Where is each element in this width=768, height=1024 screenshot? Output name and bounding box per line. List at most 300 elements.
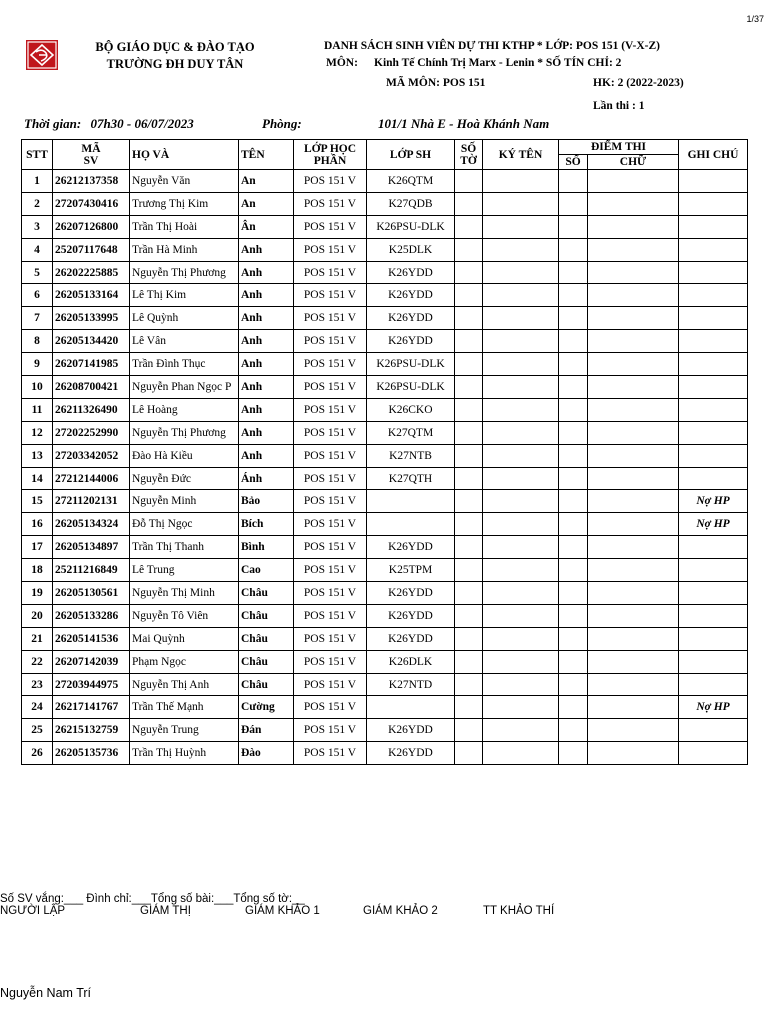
cell-ma-sv: 26217141767 <box>53 696 130 719</box>
cell-lop-hoc-phan: POS 151 V <box>294 490 367 513</box>
cell-lop-sh: K26YDD <box>367 719 455 742</box>
cell-diem-chu <box>588 238 679 261</box>
cell-ho-va: Trương Thị Kim <box>130 192 239 215</box>
cell-diem-chu <box>588 559 679 582</box>
cell-lop-sh: K26PSU-DLK <box>367 353 455 376</box>
cell-lop-sh <box>367 513 455 536</box>
cell-ky-ten <box>483 673 559 696</box>
cell-diem-so <box>559 444 588 467</box>
cell-ky-ten <box>483 238 559 261</box>
cell-ghi-chu <box>679 627 748 650</box>
course-code: MÃ MÔN: POS 151 <box>386 77 486 89</box>
cell-ma-sv: 26205141536 <box>53 627 130 650</box>
cell-diem-so <box>559 559 588 582</box>
cell-lop-sh: K26YDD <box>367 284 455 307</box>
cell-ten: Ánh <box>239 467 294 490</box>
cell-ky-ten <box>483 170 559 193</box>
cell-ky-ten <box>483 398 559 421</box>
cell-ho-va: Nguyễn Tô Viên <box>130 604 239 627</box>
table-row <box>22 192 748 215</box>
cell-ho-va: Nguyễn Thị Phương <box>130 261 239 284</box>
cell-ghi-chu <box>679 261 748 284</box>
signature-giam-thi: GIÁM THỊ <box>140 905 191 917</box>
cell-ho-va: Nguyễn Minh <box>130 490 239 513</box>
semester: HK: 2 (2022-2023) <box>593 77 684 89</box>
cell-stt: 21 <box>22 627 53 650</box>
cell-diem-so <box>559 353 588 376</box>
cell-ma-sv: 26207141985 <box>53 353 130 376</box>
cell-diem-so <box>559 192 588 215</box>
cell-diem-so <box>559 513 588 536</box>
cell-so-to <box>455 330 483 353</box>
subject-label: MÔN: <box>326 57 358 69</box>
cell-lop-hoc-phan: POS 151 V <box>294 284 367 307</box>
table-row <box>22 170 748 193</box>
cell-ky-ten <box>483 330 559 353</box>
cell-ten: Đán <box>239 719 294 742</box>
table-row <box>22 627 748 650</box>
cell-diem-chu <box>588 330 679 353</box>
cell-ho-va: Phạm Ngọc <box>130 650 239 673</box>
cell-diem-so <box>559 376 588 399</box>
cell-so-to <box>455 696 483 719</box>
cell-diem-so <box>559 261 588 284</box>
exam-attempt: Lần thi : 1 <box>593 100 645 112</box>
table-row <box>22 536 748 559</box>
header-so-to-line1: SỐ <box>460 142 477 155</box>
exam-summary: Số SV vắng:___ Đình chỉ:___Tổng số bài:___Tổng số tờ:__ <box>0 893 305 905</box>
cell-ma-sv: 26205134420 <box>53 330 130 353</box>
cell-ho-va: Nguyễn Phan Ngọc P <box>130 376 239 399</box>
table-row <box>22 582 748 605</box>
cell-lop-hoc-phan: POS 151 V <box>294 559 367 582</box>
cell-ho-va: Lê Quỳnh <box>130 307 239 330</box>
cell-ma-sv: 27207430416 <box>53 192 130 215</box>
cell-ten: Châu <box>239 673 294 696</box>
cell-diem-so <box>559 582 588 605</box>
cell-lop-sh: K27NTB <box>367 444 455 467</box>
cell-lop-hoc-phan: POS 151 V <box>294 582 367 605</box>
cell-ten: Châu <box>239 650 294 673</box>
cell-lop-sh <box>367 490 455 513</box>
cell-lop-sh: K26YDD <box>367 627 455 650</box>
table-row <box>22 353 748 376</box>
cell-ma-sv: 27212144006 <box>53 467 130 490</box>
cell-so-to <box>455 467 483 490</box>
school-name: TRƯỜNG ĐH DUY TÂN <box>106 57 244 71</box>
cell-lop-sh: K26CKO <box>367 398 455 421</box>
cell-so-to <box>455 421 483 444</box>
cell-diem-chu <box>588 444 679 467</box>
cell-stt: 20 <box>22 604 53 627</box>
cell-stt: 2 <box>22 192 53 215</box>
cell-ghi-chu <box>679 559 748 582</box>
cell-ma-sv: 26207126800 <box>53 215 130 238</box>
cell-ten: An <box>239 192 294 215</box>
table-row <box>22 444 748 467</box>
cell-ten: Bảo <box>239 490 294 513</box>
table-row <box>22 719 748 742</box>
cell-ky-ten <box>483 192 559 215</box>
cell-diem-chu <box>588 215 679 238</box>
cell-diem-so <box>559 673 588 696</box>
room-value: 101/1 Nhà E - Hoà Khánh Nam <box>378 116 550 131</box>
cell-diem-chu <box>588 742 679 765</box>
exam-info-row <box>24 116 194 132</box>
cell-ky-ten <box>483 582 559 605</box>
cell-ten: Anh <box>239 284 294 307</box>
cell-diem-so <box>559 536 588 559</box>
cell-ho-va: Lê Hoàng <box>130 398 239 421</box>
cell-ho-va: Trần Đình Thục <box>130 353 239 376</box>
cell-stt: 16 <box>22 513 53 536</box>
cell-stt: 9 <box>22 353 53 376</box>
cell-diem-so <box>559 650 588 673</box>
cell-stt: 23 <box>22 673 53 696</box>
school-logo <box>26 40 58 70</box>
cell-ten: Ân <box>239 215 294 238</box>
cell-ghi-chu <box>679 170 748 193</box>
cell-ma-sv: 26205133995 <box>53 307 130 330</box>
cell-stt: 8 <box>22 330 53 353</box>
table-row <box>22 513 748 536</box>
cell-diem-chu <box>588 261 679 284</box>
cell-lop-sh: K27QTM <box>367 421 455 444</box>
cell-lop-sh: K26YDD <box>367 604 455 627</box>
cell-lop-sh: K26YDD <box>367 307 455 330</box>
cell-lop-sh: K26YDD <box>367 742 455 765</box>
cell-ky-ten <box>483 261 559 284</box>
cell-stt: 22 <box>22 650 53 673</box>
cell-diem-so <box>559 238 588 261</box>
cell-diem-chu <box>588 582 679 605</box>
cell-so-to <box>455 376 483 399</box>
cell-lop-sh: K26YDD <box>367 330 455 353</box>
cell-ky-ten <box>483 742 559 765</box>
cell-lop-hoc-phan: POS 151 V <box>294 307 367 330</box>
cell-stt: 15 <box>22 490 53 513</box>
cell-lop-hoc-phan: POS 151 V <box>294 627 367 650</box>
cell-diem-so <box>559 490 588 513</box>
cell-ho-va: Trần Thị Hoài <box>130 215 239 238</box>
cell-lop-hoc-phan: POS 151 V <box>294 650 367 673</box>
cell-lop-sh: K26YDD <box>367 261 455 284</box>
cell-lop-hoc-phan: POS 151 V <box>294 330 367 353</box>
cell-ghi-chu <box>679 467 748 490</box>
student-list-table <box>21 139 748 765</box>
cell-ma-sv: 26207142039 <box>53 650 130 673</box>
cell-ten: Đào <box>239 742 294 765</box>
list-title: DANH SÁCH SINH VIÊN DỰ THI KTHP * LỚP: POS 151 (V-X-Z) <box>324 40 660 52</box>
cell-ma-sv: 26205133164 <box>53 284 130 307</box>
cell-ho-va: Nguyễn Văn <box>130 170 239 193</box>
cell-stt: 5 <box>22 261 53 284</box>
table-row <box>22 376 748 399</box>
cell-ma-sv: 26205135736 <box>53 742 130 765</box>
cell-ten: Châu <box>239 627 294 650</box>
cell-lop-hoc-phan: POS 151 V <box>294 215 367 238</box>
cell-stt: 1 <box>22 170 53 193</box>
cell-diem-chu <box>588 376 679 399</box>
cell-diem-chu <box>588 604 679 627</box>
cell-lop-sh: K25DLK <box>367 238 455 261</box>
cell-so-to <box>455 170 483 193</box>
cell-lop-sh: K26QTM <box>367 170 455 193</box>
cell-ho-va: Trần Thị Thanh <box>130 536 239 559</box>
cell-ho-va: Nguyễn Đức <box>130 467 239 490</box>
header-so-to <box>455 140 483 170</box>
cell-ghi-chu <box>679 192 748 215</box>
cell-stt: 13 <box>22 444 53 467</box>
table-row <box>22 742 748 765</box>
cell-ho-va: Lê Trung <box>130 559 239 582</box>
cell-diem-chu <box>588 307 679 330</box>
cell-lop-sh: K27NTD <box>367 673 455 696</box>
cell-so-to <box>455 742 483 765</box>
cell-ho-va: Trần Thế Mạnh <box>130 696 239 719</box>
cell-diem-so <box>559 215 588 238</box>
cell-ma-sv: 27203944975 <box>53 673 130 696</box>
cell-lop-sh: K26YDD <box>367 536 455 559</box>
cell-diem-chu <box>588 284 679 307</box>
cell-ky-ten <box>483 513 559 536</box>
cell-lop-hoc-phan: POS 151 V <box>294 673 367 696</box>
cell-ky-ten <box>483 490 559 513</box>
table-row <box>22 467 748 490</box>
cell-diem-so <box>559 742 588 765</box>
cell-lop-hoc-phan: POS 151 V <box>294 604 367 627</box>
cell-diem-chu <box>588 696 679 719</box>
signature-giam-khao-1: GIÁM KHẢO 1 <box>245 905 320 917</box>
cell-lop-hoc-phan: POS 151 V <box>294 719 367 742</box>
cell-lop-sh <box>367 696 455 719</box>
cell-ten: Anh <box>239 444 294 467</box>
cell-ho-va: Đỗ Thị Ngọc <box>130 513 239 536</box>
cell-ma-sv: 25207117648 <box>53 238 130 261</box>
cell-ky-ten <box>483 284 559 307</box>
cell-so-to <box>455 719 483 742</box>
cell-stt: 11 <box>22 398 53 421</box>
cell-ten: Bích <box>239 513 294 536</box>
header-stt: STT <box>22 140 53 170</box>
cell-diem-chu <box>588 719 679 742</box>
cell-ky-ten <box>483 604 559 627</box>
cell-ma-sv: 27202252990 <box>53 421 130 444</box>
cell-so-to <box>455 490 483 513</box>
cell-ho-va: Trần Hà Minh <box>130 238 239 261</box>
header-ma-sv-line2: SV <box>83 154 99 167</box>
cell-so-to <box>455 444 483 467</box>
cell-so-to <box>455 604 483 627</box>
table-row <box>22 261 748 284</box>
cell-diem-so <box>559 421 588 444</box>
signature-nguoi-lap: NGƯỜI LẬP <box>0 905 66 917</box>
cell-stt: 4 <box>22 238 53 261</box>
cell-diem-so <box>559 330 588 353</box>
cell-so-to <box>455 650 483 673</box>
cell-so-to <box>455 673 483 696</box>
cell-ho-va: Lê Thị Kim <box>130 284 239 307</box>
cell-ghi-chu <box>679 330 748 353</box>
header-ho-va: HỌ VÀ <box>130 140 239 170</box>
time-value: 07h30 - 06/07/2023 <box>90 116 194 131</box>
cell-ghi-chu <box>679 604 748 627</box>
cell-diem-chu <box>588 353 679 376</box>
table-row <box>22 490 748 513</box>
preparer-name: Nguyễn Nam Trí <box>0 986 92 1000</box>
table-row <box>22 398 748 421</box>
cell-ghi-chu <box>679 376 748 399</box>
cell-ghi-chu <box>679 536 748 559</box>
cell-ghi-chu <box>679 719 748 742</box>
cell-ten: Bình <box>239 536 294 559</box>
cell-so-to <box>455 582 483 605</box>
cell-lop-hoc-phan: POS 151 V <box>294 467 367 490</box>
cell-so-to <box>455 284 483 307</box>
cell-diem-chu <box>588 627 679 650</box>
cell-ghi-chu: Nợ HP <box>679 696 748 719</box>
cell-lop-hoc-phan: POS 151 V <box>294 398 367 421</box>
cell-ghi-chu <box>679 307 748 330</box>
cell-ten: Anh <box>239 330 294 353</box>
cell-so-to <box>455 307 483 330</box>
cell-ten: Anh <box>239 398 294 421</box>
table-row <box>22 284 748 307</box>
cell-ho-va: Lê Vân <box>130 330 239 353</box>
cell-stt: 10 <box>22 376 53 399</box>
cell-stt: 12 <box>22 421 53 444</box>
header-so-to-line2: TỜ <box>460 154 477 167</box>
cell-so-to <box>455 559 483 582</box>
cell-ma-sv: 26202225885 <box>53 261 130 284</box>
cell-stt: 26 <box>22 742 53 765</box>
cell-ma-sv: 26208700421 <box>53 376 130 399</box>
cell-ten: Anh <box>239 261 294 284</box>
cell-stt: 17 <box>22 536 53 559</box>
cell-ho-va: Nguyễn Thị Minh <box>130 582 239 605</box>
cell-stt: 3 <box>22 215 53 238</box>
cell-ten: Cường <box>239 696 294 719</box>
cell-so-to <box>455 353 483 376</box>
cell-ho-va: Nguyễn Thị Anh <box>130 673 239 696</box>
cell-stt: 14 <box>22 467 53 490</box>
cell-ma-sv: 27203342052 <box>53 444 130 467</box>
cell-so-to <box>455 627 483 650</box>
cell-ten: Anh <box>239 307 294 330</box>
cell-ten: Anh <box>239 238 294 261</box>
cell-ky-ten <box>483 215 559 238</box>
table-row <box>22 696 748 719</box>
table-row <box>22 673 748 696</box>
cell-ho-va: Mai Quỳnh <box>130 627 239 650</box>
cell-ma-sv: 26205134324 <box>53 513 130 536</box>
header-ma-sv-line1: MÃ <box>81 142 101 155</box>
cell-ho-va: Nguyễn Trung <box>130 719 239 742</box>
cell-lop-hoc-phan: POS 151 V <box>294 696 367 719</box>
table-row <box>22 330 748 353</box>
cell-diem-so <box>559 307 588 330</box>
cell-so-to <box>455 192 483 215</box>
cell-lop-sh: K27QTH <box>367 467 455 490</box>
cell-ky-ten <box>483 353 559 376</box>
table-row <box>22 604 748 627</box>
cell-ky-ten <box>483 421 559 444</box>
table-row <box>22 307 748 330</box>
cell-lop-sh: K25TPM <box>367 559 455 582</box>
cell-diem-so <box>559 398 588 421</box>
cell-ten: Châu <box>239 582 294 605</box>
ministry-name: BỘ GIÁO DỤC & ĐÀO TẠO <box>95 40 255 54</box>
cell-lop-hoc-phan: POS 151 V <box>294 238 367 261</box>
cell-ho-va: Trần Thị Huỳnh <box>130 742 239 765</box>
cell-ghi-chu <box>679 238 748 261</box>
cell-ghi-chu <box>679 650 748 673</box>
cell-ky-ten <box>483 536 559 559</box>
cell-diem-chu <box>588 673 679 696</box>
cell-ky-ten <box>483 627 559 650</box>
cell-ho-va: Đào Hà Kiều <box>130 444 239 467</box>
cell-ten: Cao <box>239 559 294 582</box>
cell-ma-sv: 26211326490 <box>53 398 130 421</box>
header-diem-so: SỐ <box>559 155 588 170</box>
time-label: Thời gian: <box>24 116 82 131</box>
header-lop-hp-line2: PHẦN <box>313 154 347 167</box>
cell-ghi-chu: Nợ HP <box>679 490 748 513</box>
page-number: 1/37 <box>746 14 764 24</box>
cell-ho-va: Nguyễn Thị Phương <box>130 421 239 444</box>
cell-diem-so <box>559 170 588 193</box>
cell-stt: 25 <box>22 719 53 742</box>
cell-diem-chu <box>588 536 679 559</box>
cell-lop-hoc-phan: POS 151 V <box>294 513 367 536</box>
cell-diem-chu <box>588 398 679 421</box>
cell-diem-chu <box>588 490 679 513</box>
table-row <box>22 238 748 261</box>
cell-so-to <box>455 398 483 421</box>
cell-stt: 19 <box>22 582 53 605</box>
cell-ky-ten <box>483 650 559 673</box>
cell-ky-ten <box>483 307 559 330</box>
cell-ky-ten <box>483 467 559 490</box>
signature-tt-khao-thi: TT KHẢO THÍ <box>483 905 555 917</box>
table-row <box>22 559 748 582</box>
cell-ten: An <box>239 170 294 193</box>
cell-ma-sv: 26215132759 <box>53 719 130 742</box>
cell-diem-chu <box>588 421 679 444</box>
cell-diem-chu <box>588 467 679 490</box>
cell-so-to <box>455 238 483 261</box>
subject-name: Kinh Tế Chính Trị Marx - Lenin * SỐ TÍN CHỈ: 2 <box>374 57 622 69</box>
cell-diem-so <box>559 284 588 307</box>
header-ky-ten: KÝ TÊN <box>483 140 559 170</box>
cell-lop-sh: K26YDD <box>367 582 455 605</box>
cell-diem-so <box>559 719 588 742</box>
cell-ghi-chu <box>679 284 748 307</box>
header-ten: TÊN <box>239 140 294 170</box>
header-diem-chu: CHỮ <box>588 155 679 170</box>
table-row <box>22 650 748 673</box>
cell-so-to <box>455 261 483 284</box>
cell-diem-chu <box>588 170 679 193</box>
header-lop-hp-line1: LỚP HỌC <box>303 142 357 155</box>
cell-stt: 7 <box>22 307 53 330</box>
cell-ma-sv: 26205134897 <box>53 536 130 559</box>
cell-diem-so <box>559 696 588 719</box>
header-diem-thi: ĐIỂM THI <box>559 140 679 155</box>
cell-ky-ten <box>483 719 559 742</box>
cell-ghi-chu <box>679 421 748 444</box>
cell-ghi-chu <box>679 353 748 376</box>
